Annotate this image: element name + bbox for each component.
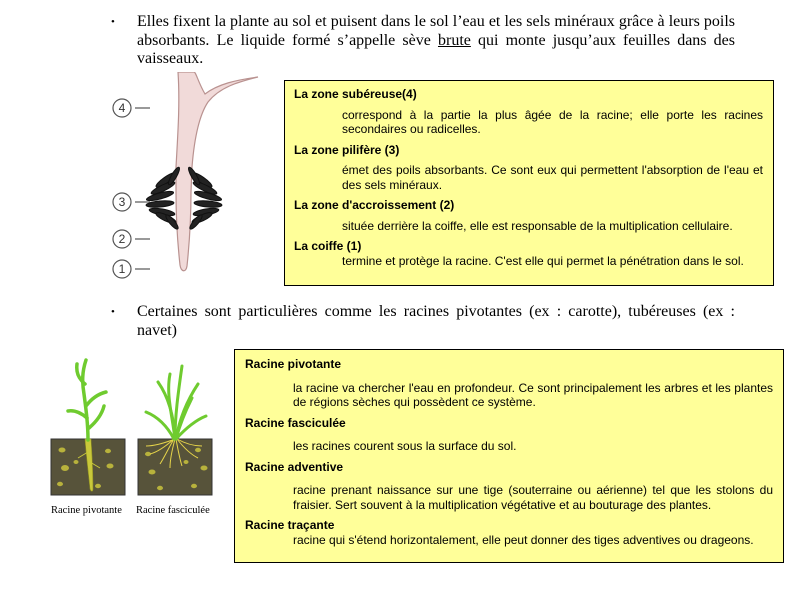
- zone-label-1: [113, 260, 150, 278]
- zone-label-3: [113, 193, 150, 211]
- main-root-shape: [176, 72, 258, 271]
- caption-racine-fasciculee: Racine fasciculée: [136, 505, 210, 516]
- paragraph1-text-before: Elles fixent la plante au sol et puisent dans le sol l’eau et les sels minéraux grâce à leurs poils absorbants. Le liquide formé s’appelle sève: [137, 13, 735, 49]
- root-types-info-box: [234, 349, 784, 563]
- svg-text:1: 1: [118, 262, 126, 276]
- svg-text:2: 2: [118, 232, 126, 246]
- bullet-icon: •: [111, 306, 115, 318]
- entry-title: La zone subéreuse(4): [294, 87, 417, 101]
- caption-racine-pivotante: Racine pivotante: [51, 505, 122, 516]
- root-zones-diagram: [108, 72, 278, 287]
- entry-description: racine prenant naissance sur une tige (souterraine ou aérienne) tel que les stolons du fraisier. Sert souvent à la multiplication végétative et au bouturage des plantes.: [293, 483, 773, 512]
- paragraph-roots-function: [113, 13, 735, 69]
- paragraph1-text-after: qui monte jusqu’aux feuilles dans des vaisseaux.: [137, 31, 736, 67]
- entry-description: les racines courent sous la surface du sol.: [293, 439, 517, 453]
- entry-title: Racine fasciculée: [245, 415, 346, 430]
- entry-title: Racine traçante: [245, 518, 335, 532]
- entry-coiffe: [294, 239, 763, 268]
- underlined-word-brute: brute: [437, 31, 471, 49]
- entry-zone-accroissement: [294, 198, 763, 233]
- paragraph-root-types: [113, 303, 735, 340]
- bullet-icon: •: [111, 16, 115, 28]
- entry-description: correspond à la partie la plus âgée de la racine; elle porte les racines secondaires ou radicelles.: [342, 107, 763, 136]
- root-types-plants-figure: [48, 354, 228, 499]
- entry-title: Racine adventive: [245, 459, 344, 474]
- zone-label-2: [113, 230, 150, 248]
- entry-zone-subereuse: [294, 87, 763, 137]
- entry-racine-pivotante: [245, 357, 773, 410]
- taproot-plant-leaves: [68, 360, 106, 440]
- paragraph2-text: Certaines sont particulières comme les racines pivotantes (ex : carotte), tubéreuses (ex : navet): [137, 303, 735, 339]
- entry-description: la racine va chercher l'eau en profondeur. Ce sont principalement les arbres et les plantes de régions sèches qui possèdent ce système.: [293, 380, 773, 409]
- entry-racine-tracante: [245, 518, 773, 547]
- entry-description: émet des poils absorbants. Ce sont eux qui permettent l'absorption de l'eau et des sels minéraux.: [342, 163, 763, 192]
- root-zones-info-box: [284, 80, 774, 286]
- entry-title: La zone d'accroissement (2): [294, 198, 455, 212]
- entry-racine-fasciculee: [245, 416, 773, 454]
- entry-description: racine qui s'étend horizontalement, elle peut donner des tiges adventives ou drageons.: [293, 532, 754, 547]
- svg-text:4: 4: [118, 101, 126, 115]
- entry-title: La coiffe (1): [294, 239, 362, 253]
- entry-title: La zone pilifère (3): [294, 142, 400, 157]
- entry-description: termine et protège la racine. C'est elle qui permet la pénétration dans le sol.: [342, 253, 744, 268]
- entry-title: Racine pivotante: [245, 357, 342, 371]
- svg-text:3: 3: [118, 195, 126, 209]
- zone-label-4: [113, 99, 150, 117]
- fibrous-plant-leaves: [146, 366, 206, 439]
- entry-description: située derrière la coiffe, elle est responsable de la multiplication cellulaire.: [342, 218, 733, 233]
- entry-racine-adventive: [245, 460, 773, 513]
- entry-zone-pilifere: [294, 143, 763, 193]
